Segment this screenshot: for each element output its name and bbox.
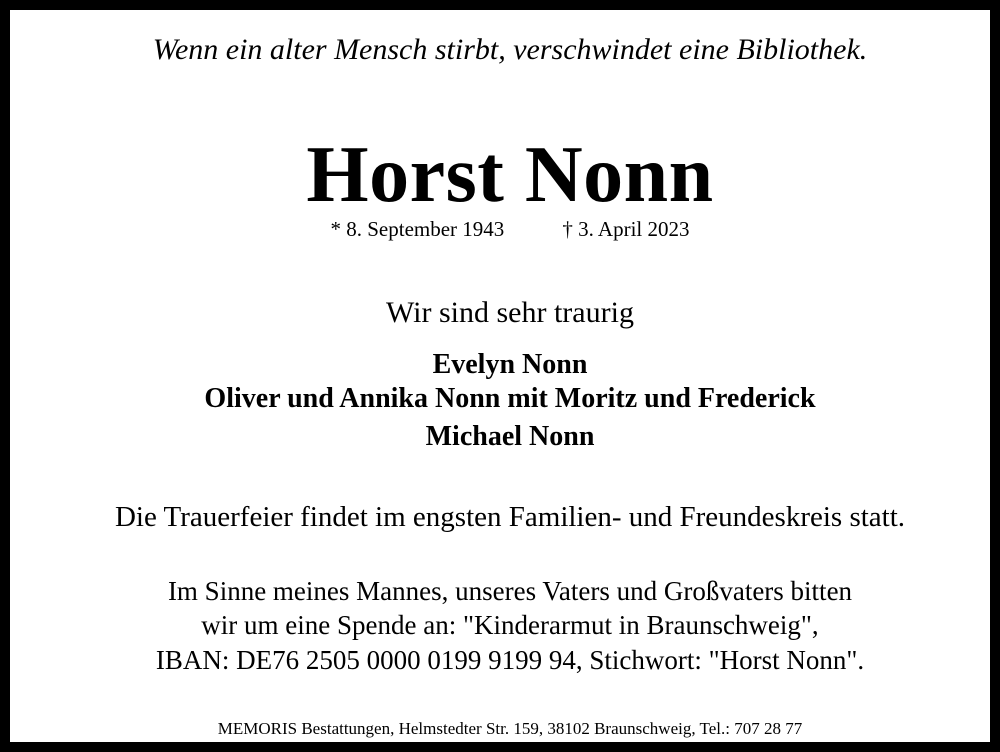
mourning-intro: Wir sind sehr traurig (386, 296, 634, 329)
donation-line: wir um eine Spende an: "Kinderarmut in Braunschweig", (201, 610, 819, 640)
funeral-home-footer: MEMORIS Bestattungen, Helmstedter Str. 159, 38102 Braunschweig, Tel.: 707 28 77 (217, 719, 803, 738)
mourner-line: Evelyn Nonn (432, 349, 588, 380)
deceased-name: Horst Nonn (306, 131, 714, 219)
funeral-info: Die Trauerfeier findet im engsten Familien- und Freundeskreis statt. (114, 501, 906, 533)
birth-date: * 8. September 1943 (330, 217, 505, 241)
donation-line: IBAN: DE76 2505 0000 0199 9199 94, Stichwort: "Horst Nonn". (155, 645, 865, 675)
mourner-line: Oliver und Annika Nonn mit Moritz und Frederick (204, 383, 816, 414)
life-dates (10, 219, 1000, 240)
mourner-line: Michael Nonn (425, 421, 595, 452)
motto-quote: Wenn ein alter Mensch stirbt, verschwindet eine Bibliothek. (152, 33, 868, 66)
donation-line: Im Sinne meines Mannes, unseres Vaters und Großvaters bitten (167, 576, 853, 606)
death-date: † 3. April 2023 (562, 217, 690, 241)
